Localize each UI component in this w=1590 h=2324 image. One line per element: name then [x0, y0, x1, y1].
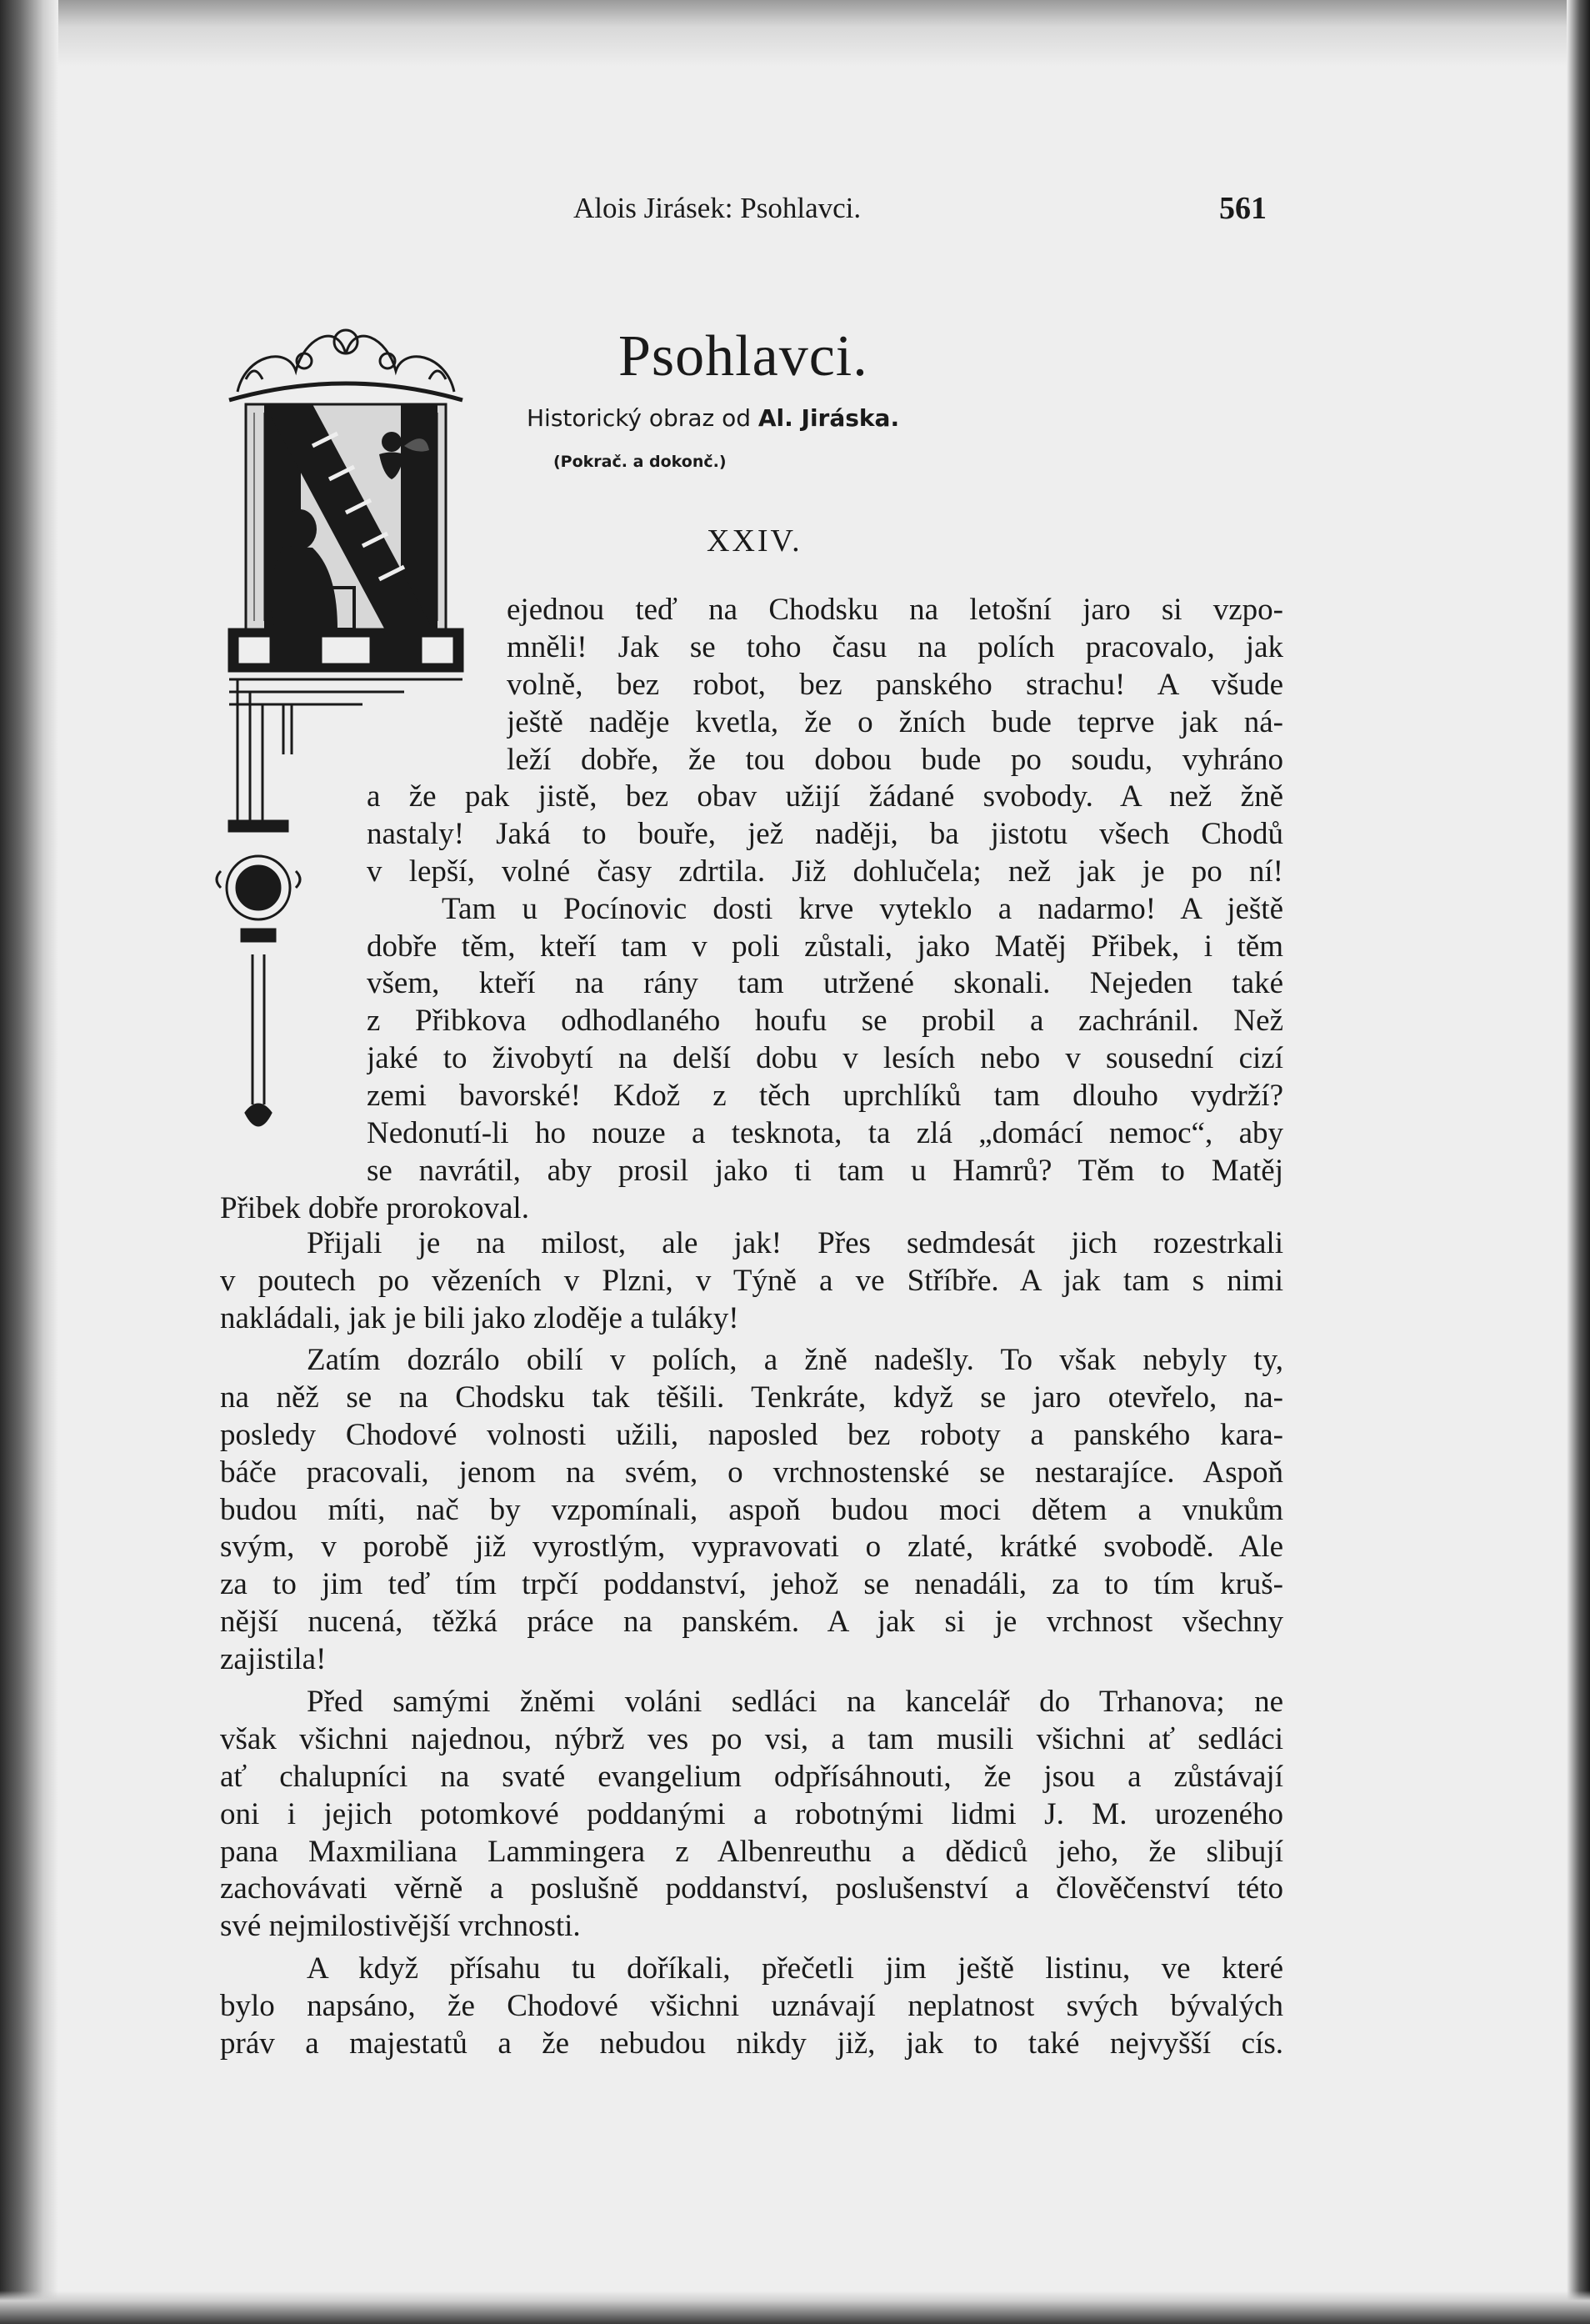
text-line: bylo napsáno, že Chodové všichni uznávají neplatnost svých bývalých [220, 1988, 1283, 2023]
paragraph-1-end [220, 1190, 1283, 1228]
text-line: Tam u Pocínovic dosti krve vyteklo a nadarmo! A ještě [442, 891, 1283, 926]
text-line: Před samými žněmi voláni sedláci na kancelář do Trhanova; ne [307, 1685, 1283, 1719]
text-line: v poutech po vězeních v Plzni, v Týně a ve Stříbře. A jak tam s nimi [220, 1263, 1283, 1298]
paragraph-2 [220, 1225, 1283, 1338]
section-number: XXIV. [707, 523, 802, 558]
paragraph-3 [220, 1342, 1283, 1679]
text-line: zemi bavorské! Kdož z těch uprchlíků tam dlouho vydrží? [367, 1079, 1283, 1114]
text-line: báče pracovali, jenom na svém, o vrchnostenské se nestarajíce. Aspoň [220, 1455, 1283, 1490]
text-line: v lepší, volné časy zdrtila. Již dohlučela; než jak je po ní! [367, 854, 1283, 889]
text-line: Nedonutí-li ho nouze a tesknota, ta zlá „domácí nemoc“, aby [367, 1116, 1283, 1151]
subtitle-author: Al. Jiráska. [758, 404, 900, 432]
text-line: leží dobře, že tou dobou bude po soudu, vyhráno [507, 742, 1283, 777]
text-line: posledy Chodové volnosti užili, naposled bez roboty a panského kara- [220, 1417, 1283, 1452]
text-line: a že pak jistě, bez obav užijí žádané svobody. A než žně [367, 779, 1283, 814]
text-line: jaké to živobytí na delší dobu v lesích nebo v sousední cizí [367, 1041, 1283, 1076]
paragraph-1-continued [367, 779, 1283, 1190]
text-line: všem, kteří na rány tam utržené skonali. Nejeden také [367, 966, 1283, 1001]
text-line: Přijali je na milost, ale jak! Přes sedmdesát jich rozestrkali [307, 1226, 1283, 1260]
chapter-title: Psohlavci. [618, 324, 868, 388]
paragraph-1 [507, 592, 1283, 779]
paragraph-4 [220, 1684, 1283, 1946]
running-title: Alois Jirásek: Psohlavci. [573, 192, 862, 224]
text-line: zachovávati věrně a poslušně poddanství, poslušenství a člověčenství této [220, 1871, 1283, 1906]
ornamental-column [217, 679, 300, 1125]
text-line: svým, v porobě již vyrostlým, vypravovati o zlaté, krátké svobodě. Ale [220, 1530, 1283, 1565]
page-edge-shadow-bottom [0, 2291, 1590, 2324]
subtitle-prefix: Historický obraz od [527, 404, 751, 432]
text-line: se navrátil, aby prosil jako ti tam u Hamrů? Těm to Matěj [367, 1153, 1283, 1188]
text-line: nější nucená, těžká práce na panském. A jak si je vrchnost všechny [220, 1605, 1283, 1640]
text-line: zajistila! [220, 1642, 327, 1677]
text-line: A když přísahu tu doříkali, přečetli jim ještě listinu, ve které [307, 1951, 1283, 1986]
text-line: práv a majestatů a že nebudou nikdy již, jak to také nejvyšší cís. [220, 2026, 1283, 2061]
paragraph-5 [220, 1951, 1283, 2063]
text-line: své nejmilostivější vrchnosti. [220, 1909, 581, 1944]
base-ornament [229, 629, 462, 704]
text-line: ejednou teď na Chodsku na letošní jaro si vzpo- [507, 593, 1283, 627]
text-line: však všichni najednou, nýbrž ves po vsi, a tam musili všichni ať sedláci [220, 1721, 1283, 1756]
text-line: mněli! Jak se toho času na polích pracovalo, jak [507, 629, 1283, 664]
subtitle [527, 404, 899, 432]
text-line: ještě naděje kvetla, že o žních bude teprve jak ná- [507, 704, 1283, 739]
text-line: nakládali, jak je bili jako zloděje a tuláky! [220, 1300, 739, 1335]
text-line: volně, bez robot, bez panského strachu! A všude [507, 667, 1283, 702]
text-line: oni i jejich potomkové poddanými a robotnými lidmi J. M. urozeného [220, 1796, 1283, 1831]
text-line: Zatím dozrálo obilí v polích, a žně nadešly. To však nebyly ty, [307, 1343, 1283, 1377]
crown-ornament-icon [229, 330, 462, 400]
text-line: dobře těm, kteří tam v poli zůstali, jako Matěj Přibek, i těm [367, 929, 1283, 964]
continuation-note: (Pokrač. a dokonč.) [553, 453, 727, 471]
text-line: na něž se na Chodsku tak těšili. Tenkráte, když se jaro otevřelo, na- [220, 1380, 1283, 1415]
text-line: Přibek dobře prorokoval. [220, 1191, 529, 1225]
text-line: nastaly! Jaká to bouře, jež naději, ba jistotu všech Chodů [367, 816, 1283, 851]
text-line: ať chalupníci na svaté evangelium odpřísáhnouti, že jsou a zůstávají [220, 1759, 1283, 1794]
page-edge-shadow-right [1567, 0, 1590, 2324]
text-line: z Přibkova odhodlaného houfu se probil a zachránil. Než [367, 1004, 1283, 1039]
running-head [467, 187, 1267, 233]
page-edge-shadow-top [0, 0, 1590, 67]
text-line: pana Maxmiliana Lammingera z Albenreuthu a dědiců jeho, že slibují [220, 1834, 1283, 1869]
text-line: budou míti, nač by vzpomínali, aspoň budou moci dětem a vnukům [220, 1492, 1283, 1527]
page-number: 561 [1219, 191, 1267, 226]
page-edge-shadow-left [0, 0, 58, 2324]
text-line: za to jim teď tím trpčí poddanství, jehož se nenadáli, za to tím kruš- [220, 1567, 1283, 1602]
